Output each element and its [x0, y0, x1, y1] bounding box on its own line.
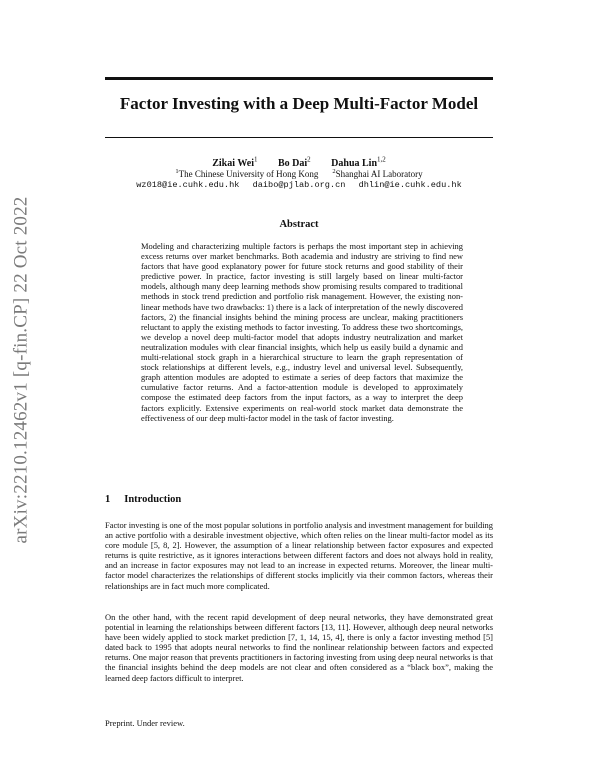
introduction-paragraph-2: On the other hand, with the recent rapid development of deep neural networks, they have demonstrated great potential in learning the relationships between different factors [13, 11]. However, although deep neural networks have been widely applied to stock market prediction [7, 1, 14, 15, 4], there is only a factor investing method [5] dated back to 1995 that adopts neural networks to find the nonlinear relationship between factors and expected returns. One major reason that prevents practitioners in factoring investing from using deep neural networks is that the financial insights behind the deep models are not clear and often considered as a “black box”, making the learned deep factors difficult to interpret. — [105, 612, 493, 683]
author-mark: 1,2 — [377, 156, 386, 164]
section-title: Introduction — [124, 494, 182, 505]
section-number: 1 — [105, 494, 111, 505]
section-heading-introduction — [105, 494, 181, 505]
introduction-paragraph-1: Factor investing is one of the most popular solutions in portfolio analysis and investment management for building an active portfolio with a desirable investment objective, which often relies on the linear multi-factor model as its core module [5, 8, 2]. However, the assumption of a linear relationship between factor exposures and expected returns is quite restrictive, as it ignores interactions between different factors and does not always hold in reality, and an increase in factor exposures may not lead to an increase in expected returns. Moreover, the linear multi-factor model characterizes the relationships of different stocks implicitly via their common factors, whereas their relationships are in fact much more complicated. — [105, 520, 493, 591]
author-mark: 2 — [307, 156, 311, 164]
author-emails — [105, 180, 493, 190]
author-dahua-lin: Dahua Lin$^{1,2}$ — [331, 156, 386, 170]
email-wei[interactable]: wz018@ie.cuhk.edu.hk — [136, 180, 240, 190]
email-dai[interactable]: daibo@pjlab.org.cn — [252, 180, 346, 190]
author-bo-dai: Bo Dai$^2$ — [278, 156, 311, 170]
email-lin[interactable]: dhlin@ie.cuhk.edu.hk — [358, 180, 462, 190]
abstract-heading: Abstract — [279, 219, 319, 230]
title-rule-bottom — [105, 137, 493, 138]
author-zikai-wei: Zikai Wei$^1$ — [212, 156, 258, 170]
title-rule-top — [105, 77, 493, 80]
affiliation-shanghai-ai-lab: $^2$Shanghai AI Laboratory — [332, 168, 423, 179]
preprint-footer: Preprint. Under review. — [105, 718, 185, 728]
arxiv-identifier-text: arXiv:2210.12462v1 [q-fin.CP] 22 Oct 2022 — [10, 196, 31, 544]
arxiv-identifier-stamp — [2, 180, 40, 560]
abstract-text: Modeling and characterizing multiple factors is perhaps the most important step in achieving excess returns over market benchmarks. Both academia and industry are striving to find new factors that have good explanatory power for future stock returns and good stability of their predictive power. In practice, factor investing is still largely based on linear multi-factor models, although many deep learning methods show promising results compared to traditional methods in stock trend prediction and portfolio risk management. However, the existing non-linear methods have two drawbacks: 1) there is a lack of interpretation of the newly discovered factors, 2) the financial insights behind the mining process are unclear, making practitioners reluctant to apply the existing methods to factor investing. To address these two shortcomings, we develop a novel deep multi-factor model that adopts industry neutralization and market neutralization modules with clear financial insights, which help us easily build a dynamic and multi-relational stock graph in a hierarchical structure to learn the graph representation of stock relationships at different levels, e.g., industry level and universal level. Subsequently, graph attention modules are adopted to estimate a series of deep factors that maximize the cumulative factor returns. And a factor-attention module is developed to approximately compose the estimated deep factors from the input factors, as a way to interpret the deep factors explicitly. Extensive experiments on real-world stock market data demonstrate the effectiveness of our deep multi-factor model in the task of factor investing. — [141, 241, 463, 423]
affiliation-cuhk: $^1$The Chinese University of Hong Kong — [175, 168, 319, 179]
author-mark: 1 — [254, 156, 258, 164]
paper-title: Factor Investing with a Deep Multi-Factor Model — [119, 94, 479, 113]
affiliations — [105, 168, 493, 179]
